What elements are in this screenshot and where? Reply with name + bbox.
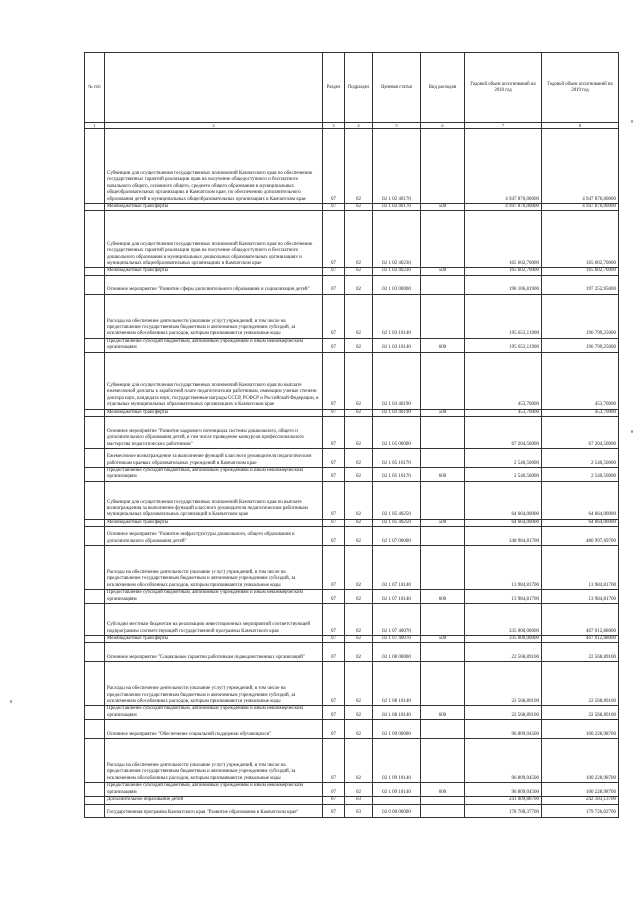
row-target-cell: 02 1 02 40230 — [373, 268, 421, 275]
row-subsection-cell: 02 — [345, 519, 373, 526]
scan-mark — [631, 120, 633, 123]
table-row — [85, 129, 619, 204]
row-2018-value: 67 204,50000 — [465, 417, 542, 449]
row-subsection-cell: 02 — [345, 604, 373, 636]
row-2019-value: 242 183,13700 — [542, 797, 619, 804]
table-row — [85, 662, 619, 706]
row-subsection-cell: 02 — [345, 527, 373, 546]
row-number-cell — [85, 294, 105, 338]
row-name-cell: Основное мероприятие "Развитие сферы дополнительного образования и социализации детей" — [105, 275, 323, 294]
row-section-cell: 07 — [323, 204, 345, 211]
row-name-cell: Субвенции для осуществления государственных полномочий Камчатского края по обеспечению государственных гарантий реализации прав на получение общедоступного и бесплатного дошкольного образования в муниципальных дошкольных образовательных организациях и муниципальных общеобразовательных организациях в Камчатском крае — [105, 211, 323, 268]
row-2019-value: 2 540,50000 — [542, 468, 619, 482]
row-expense-cell: 500 — [421, 268, 465, 275]
row-subsection-cell: 02 — [345, 449, 373, 468]
row-subsection-cell: 02 — [345, 546, 373, 590]
row-2018-value: 13 984,81700 — [465, 590, 542, 604]
row-section-cell: 07 — [323, 468, 345, 482]
row-expense-cell: 600 — [421, 783, 465, 797]
row-section-cell: 07 — [323, 481, 345, 519]
row-number-cell — [85, 706, 105, 720]
row-target-cell: 02 1 02 40230 — [373, 211, 421, 268]
header-target: Целевая статья — [373, 53, 421, 123]
row-expense-cell — [421, 797, 465, 804]
row-name-cell: Предоставление субсидий бюджетным, автономным учреждениям и иным некоммерческим организациям — [105, 783, 323, 797]
header-expense-type: Вид расходов — [421, 53, 465, 123]
row-target-cell: 02 1 03 40190 — [373, 352, 421, 409]
row-subsection-cell: 02 — [345, 338, 373, 352]
row-2018-value: 64 664,00000 — [465, 481, 542, 519]
row-name-cell: Государственная программа Камчатского края "Развитие образования в Камчатском крае" — [105, 804, 323, 817]
table-row — [85, 527, 619, 546]
table-row — [85, 268, 619, 275]
row-number-cell — [85, 481, 105, 519]
row-2018-value: 165 602,70000 — [465, 211, 542, 268]
row-subsection-cell: 02 — [345, 468, 373, 482]
row-2019-value: 4 947 876,00000 — [542, 129, 619, 204]
row-number-cell — [85, 468, 105, 482]
row-name-cell: Дополнительное образование детей — [105, 797, 323, 804]
row-subsection-cell: 02 — [345, 662, 373, 706]
row-target-cell: 02 1 07 10140 — [373, 590, 421, 604]
row-target-cell: 02 1 02 40170 — [373, 129, 421, 204]
row-target-cell: 02 1 05 40250 — [373, 481, 421, 519]
table-header-row — [85, 53, 619, 123]
row-section-cell: 07 — [323, 604, 345, 636]
row-expense-cell: 600 — [421, 706, 465, 720]
row-number-cell — [85, 519, 105, 526]
row-target-cell: 02 1 03 10140 — [373, 294, 421, 338]
row-2019-value: 165 602,70000 — [542, 268, 619, 275]
table-row — [85, 590, 619, 604]
column-number: 3 — [323, 123, 345, 129]
row-2019-value: 165 602,70000 — [542, 211, 619, 268]
row-2019-value: 64 664,00000 — [542, 519, 619, 526]
row-2018-value: 335 000,00000 — [465, 636, 542, 643]
row-target-cell: 02 1 08 10140 — [373, 706, 421, 720]
row-target-cell: 02 1 07 00000 — [373, 527, 421, 546]
row-2019-value: 100 228,98700 — [542, 783, 619, 797]
row-2019-value: 22 568,89100 — [542, 643, 619, 662]
row-2018-value: 195 653,11900 — [465, 338, 542, 352]
row-expense-cell — [421, 449, 465, 468]
row-2019-value: 2 540,50000 — [542, 449, 619, 468]
row-2018-value: 4 947 876,00000 — [465, 204, 542, 211]
row-subsection-cell: 02 — [345, 481, 373, 519]
table-row — [85, 417, 619, 449]
row-name-cell: Предоставление субсидий бюджетным, автономным учреждениям и иным некоммерческим организациям — [105, 706, 323, 720]
column-number: 7 — [465, 123, 542, 129]
row-target-cell: 02 1 09 10140 — [373, 739, 421, 783]
row-target-cell: 02 1 02 40170 — [373, 204, 421, 211]
row-name-cell: Предоставление субсидий бюджетным, автономным учреждениям и иным некоммерческим организациям — [105, 468, 323, 482]
row-section-cell: 07 — [323, 417, 345, 449]
row-number-cell — [85, 527, 105, 546]
row-expense-cell: 600 — [421, 468, 465, 482]
row-2018-value: 348 984,81700 — [465, 527, 542, 546]
table-row — [85, 804, 619, 817]
row-name-cell: Основное мероприятие "Социальные гарантии работникам подведомственных организаций" — [105, 643, 323, 662]
row-2019-value: 22 568,89100 — [542, 662, 619, 706]
row-number-cell — [85, 783, 105, 797]
scan-mark — [10, 700, 12, 703]
row-subsection-cell: 02 — [345, 720, 373, 739]
row-2019-value: 4 947 876,00000 — [542, 204, 619, 211]
row-expense-cell — [421, 527, 465, 546]
row-2019-value: 196 799,25000 — [542, 294, 619, 338]
row-2019-value: 67 204,50000 — [542, 417, 619, 449]
row-target-cell: 02 1 05 00000 — [373, 417, 421, 449]
row-number-cell — [85, 720, 105, 739]
row-target-cell: 02 1 08 00000 — [373, 643, 421, 662]
column-number: 4 — [345, 123, 373, 129]
row-2018-value: 22 568,89100 — [465, 662, 542, 706]
header-2018: Годовой объем ассигнований на 2018 год — [465, 53, 542, 123]
row-name-cell: Межбюджетные трансферты — [105, 409, 323, 416]
row-number-cell — [85, 643, 105, 662]
row-2019-value: 467 012,88000 — [542, 636, 619, 643]
row-target-cell: 02 1 05 40250 — [373, 519, 421, 526]
table-row — [85, 409, 619, 416]
row-subsection-cell: 02 — [345, 783, 373, 797]
row-section-cell: 07 — [323, 294, 345, 338]
row-name-cell: Основное мероприятие "Развитие кадрового потенциала системы дошкольного, общего и дополнительного образования детей, в том числе проведение конкурсов профессионального мастерства педагогических работников" — [105, 417, 323, 449]
row-target-cell: 02 1 09 00000 — [373, 720, 421, 739]
row-expense-cell: 500 — [421, 204, 465, 211]
row-subsection-cell: 02 — [345, 275, 373, 294]
row-expense-cell — [421, 481, 465, 519]
row-expense-cell — [421, 352, 465, 409]
budget-allocation-table — [84, 52, 619, 818]
row-2018-value: 22 568,89100 — [465, 643, 542, 662]
row-number-cell — [85, 797, 105, 804]
row-name-cell: Субвенции для осуществления государственных полномочий Камчатского края по выплате вознаграждения за выполнение функций классного руководителя педагогическим работникам муниципальных образовательных организаций в Камчатском крае — [105, 481, 323, 519]
row-name-cell: Основное мероприятие "Обеспечение социальной поддержки обучающихся" — [105, 720, 323, 739]
table-row — [85, 468, 619, 482]
row-number-cell — [85, 338, 105, 352]
row-number-cell — [85, 804, 105, 817]
row-name-cell: Субвенции для осуществления государственных полномочий Камчатского края по выплате ежемесячной доплаты к заработной плате педагогическим работникам, имеющим ученые степени доктора наук, кандидата наук, государственные награды СССР, РСФСР и Российской Федерации, в отдельных муниципальных образовательных организациях в Камчатском крае — [105, 352, 323, 409]
row-expense-cell — [421, 129, 465, 204]
table-body — [85, 129, 619, 818]
row-subsection-cell: 02 — [345, 409, 373, 416]
row-2018-value: 178 708,37700 — [465, 804, 542, 817]
row-2019-value: 22 568,89100 — [542, 706, 619, 720]
row-section-cell: 07 — [323, 783, 345, 797]
row-name-cell: Предоставление субсидий бюджетным, автономным учреждениям и иным некоммерческим организациям — [105, 590, 323, 604]
row-section-cell: 07 — [323, 720, 345, 739]
row-subsection-cell: 02 — [345, 706, 373, 720]
column-number: 8 — [542, 123, 619, 129]
header-2019: Годовой объем ассигнований на 2019 год — [542, 53, 619, 123]
row-2018-value: 165 602,70000 — [465, 268, 542, 275]
row-section-cell: 07 — [323, 211, 345, 268]
row-expense-cell — [421, 294, 465, 338]
row-2018-value: 335 000,00000 — [465, 604, 542, 636]
table-row — [85, 604, 619, 636]
row-section-cell: 07 — [323, 352, 345, 409]
row-number-cell — [85, 352, 105, 409]
column-number: 1 — [85, 123, 105, 129]
row-section-cell: 07 — [323, 409, 345, 416]
row-expense-cell: 500 — [421, 636, 465, 643]
row-expense-cell — [421, 720, 465, 739]
header-subsection: Подраздел — [345, 53, 373, 123]
table-row — [85, 338, 619, 352]
row-target-cell: 02 1 07 10140 — [373, 546, 421, 590]
table-row — [85, 481, 619, 519]
row-expense-cell — [421, 546, 465, 590]
row-subsection-cell: 02 — [345, 739, 373, 783]
row-subsection-cell: 02 — [345, 204, 373, 211]
table-row — [85, 783, 619, 797]
row-section-cell: 07 — [323, 643, 345, 662]
column-number: 6 — [421, 123, 465, 129]
table-row — [85, 294, 619, 338]
row-subsection-cell: 02 — [345, 352, 373, 409]
table-row — [85, 204, 619, 211]
table-row — [85, 211, 619, 268]
row-target-cell: 02 1 05 10170 — [373, 468, 421, 482]
row-section-cell: 07 — [323, 527, 345, 546]
row-name-cell: Субсидии местным бюджетам на реализацию инвестиционных мероприятий соответствующей подпрограммы соответствующей государственной программы Камчатского края — [105, 604, 323, 636]
row-target-cell: 02 1 07 40070 — [373, 636, 421, 643]
row-section-cell: 07 — [323, 706, 345, 720]
row-2018-value: 22 568,89100 — [465, 706, 542, 720]
row-subsection-cell: 02 — [345, 294, 373, 338]
row-subsection-cell: 03 — [345, 797, 373, 804]
row-section-cell: 07 — [323, 268, 345, 275]
row-expense-cell — [421, 804, 465, 817]
row-number-cell — [85, 449, 105, 468]
row-number-cell — [85, 129, 105, 204]
row-number-cell — [85, 211, 105, 268]
row-subsection-cell: 02 — [345, 129, 373, 204]
row-name-cell: Межбюджетные трансферты — [105, 636, 323, 643]
row-2019-value: 64 664,00000 — [542, 481, 619, 519]
row-number-cell — [85, 275, 105, 294]
header-num: № п/п — [85, 53, 105, 123]
row-2019-value: 100 228,98700 — [542, 720, 619, 739]
row-target-cell: 02 1 07 40070 — [373, 604, 421, 636]
row-2018-value: 2 540,50000 — [465, 468, 542, 482]
row-section-cell: 07 — [323, 449, 345, 468]
row-2019-value: 100 228,98700 — [542, 739, 619, 783]
row-2019-value: 13 984,81700 — [542, 546, 619, 590]
row-subsection-cell: 02 — [345, 590, 373, 604]
column-number: 5 — [373, 123, 421, 129]
row-expense-cell — [421, 739, 465, 783]
row-expense-cell — [421, 417, 465, 449]
table-row — [85, 739, 619, 783]
row-name-cell: Предоставление субсидий бюджетным, автономным учреждениям и иным некоммерческим организациям — [105, 338, 323, 352]
row-target-cell: 02 1 09 10140 — [373, 783, 421, 797]
row-number-cell — [85, 636, 105, 643]
row-expense-cell — [421, 211, 465, 268]
row-target-cell — [373, 797, 421, 804]
row-number-cell — [85, 417, 105, 449]
column-number: 2 — [105, 123, 323, 129]
scan-mark — [631, 430, 633, 433]
row-name-cell: Расходы на обеспечение деятельности (оказание услуг) учреждений, в том числе на предоставление государственным бюджетным и автономным учреждениям субсидий, за исключением обособленных расходов, которым присваиваются уникальные коды — [105, 294, 323, 338]
row-2018-value: 453,70000 — [465, 409, 542, 416]
row-number-cell — [85, 268, 105, 275]
row-section-cell: 07 — [323, 804, 345, 817]
row-number-cell — [85, 204, 105, 211]
row-number-cell — [85, 590, 105, 604]
table-row — [85, 797, 619, 804]
row-section-cell: 07 — [323, 546, 345, 590]
row-subsection-cell: 02 — [345, 211, 373, 268]
row-name-cell: Основное мероприятие "Развитие инфраструктуры дошкольного, общего образования и дополнительного образования детей" — [105, 527, 323, 546]
row-2018-value: 195 653,11900 — [465, 294, 542, 338]
row-section-cell: 07 — [323, 739, 345, 783]
row-section-cell: 07 — [323, 797, 345, 804]
row-expense-cell: 500 — [421, 409, 465, 416]
table-row — [85, 636, 619, 643]
row-number-cell — [85, 409, 105, 416]
row-expense-cell: 600 — [421, 338, 465, 352]
row-2018-value: 2 540,50000 — [465, 449, 542, 468]
row-2018-value: 241 009,88700 — [465, 797, 542, 804]
row-section-cell: 07 — [323, 519, 345, 526]
row-name-cell: Ежемесячное вознаграждение за выполнение функций классного руководителя педагогическим работникам краевых образовательных учреждений в Камчатском крае — [105, 449, 323, 468]
row-2018-value: 96 809,04500 — [465, 720, 542, 739]
table-row — [85, 352, 619, 409]
row-section-cell: 07 — [323, 275, 345, 294]
row-2019-value: 480 997,69700 — [542, 527, 619, 546]
row-2019-value: 179 726,02700 — [542, 804, 619, 817]
row-target-cell: 02 1 08 10140 — [373, 662, 421, 706]
row-target-cell: 02 1 03 40190 — [373, 409, 421, 416]
row-2019-value: 197 252,95000 — [542, 275, 619, 294]
row-name-cell: Расходы на обеспечение деятельности (оказание услуг) учреждений, в том числе на предоставление государственным бюджетным и автономным учреждениям субсидий, за исключением обособленных расходов, которым присваиваются уникальные коды — [105, 546, 323, 590]
row-section-cell: 07 — [323, 338, 345, 352]
header-name — [105, 53, 323, 123]
row-number-cell — [85, 604, 105, 636]
row-subsection-cell: 02 — [345, 636, 373, 643]
table-row — [85, 643, 619, 662]
row-name-cell: Расходы на обеспечение деятельности (оказание услуг) учреждений, в том числе на предоставление государственным бюджетным и автономным учреждениям субсидий, за исключением обособленных расходов, которым присваиваются уникальные коды — [105, 739, 323, 783]
row-name-cell: Субвенции для осуществления государственных полномочий Камчатского края по обеспечению государственных гарантий реализации прав на получение общедоступного и бесплатного начального общего, основного общего, среднего общего образования в муниципальных общеобразовательных организациях в Камчатском крае, по обеспечению дополнительного образования детей в муниципальных общеобразовательных организациях в Камчатском крае — [105, 129, 323, 204]
row-2019-value: 196 799,25000 — [542, 338, 619, 352]
row-2018-value: 13 984,81700 — [465, 546, 542, 590]
row-2018-value: 453,70000 — [465, 352, 542, 409]
row-expense-cell — [421, 643, 465, 662]
row-name-cell: Межбюджетные трансферты — [105, 204, 323, 211]
row-target-cell: 02 1 03 00000 — [373, 275, 421, 294]
row-number-cell — [85, 662, 105, 706]
row-2019-value: 467 012,88000 — [542, 604, 619, 636]
row-2018-value: 196 106,81900 — [465, 275, 542, 294]
table-row — [85, 275, 619, 294]
row-section-cell: 07 — [323, 590, 345, 604]
row-2018-value: 96 809,04500 — [465, 783, 542, 797]
row-subsection-cell: 02 — [345, 268, 373, 275]
row-subsection-cell: 02 — [345, 417, 373, 449]
row-section-cell: 07 — [323, 636, 345, 643]
row-2019-value: 453,70000 — [542, 409, 619, 416]
row-target-cell: 02 1 05 10170 — [373, 449, 421, 468]
row-expense-cell — [421, 275, 465, 294]
row-name-cell: Межбюджетные трансферты — [105, 268, 323, 275]
row-2018-value: 96 809,04500 — [465, 739, 542, 783]
row-target-cell: 02 0 00 00000 — [373, 804, 421, 817]
row-section-cell: 07 — [323, 662, 345, 706]
row-2019-value: 453,70000 — [542, 352, 619, 409]
row-name-cell: Расходы на обеспечение деятельности (оказание услуг) учреждений, в том числе на предоставление государственным бюджетным и автономным учреждениям субсидий, за исключением обособленных расходов, которым присваиваются уникальные коды — [105, 662, 323, 706]
table-row — [85, 519, 619, 526]
table-row — [85, 720, 619, 739]
row-expense-cell — [421, 662, 465, 706]
row-number-cell — [85, 546, 105, 590]
row-subsection-cell: 03 — [345, 804, 373, 817]
row-expense-cell: 600 — [421, 590, 465, 604]
row-section-cell: 07 — [323, 129, 345, 204]
row-2019-value: 13 984,81700 — [542, 590, 619, 604]
row-target-cell: 02 1 03 10140 — [373, 338, 421, 352]
table-row — [85, 706, 619, 720]
row-expense-cell: 500 — [421, 519, 465, 526]
row-2018-value: 4 947 876,00000 — [465, 129, 542, 204]
row-number-cell — [85, 739, 105, 783]
row-subsection-cell: 02 — [345, 643, 373, 662]
header-section: Раздел — [323, 53, 345, 123]
row-2018-value: 64 664,00000 — [465, 519, 542, 526]
table-row — [85, 449, 619, 468]
table-row — [85, 546, 619, 590]
row-expense-cell — [421, 604, 465, 636]
row-name-cell: Межбюджетные трансферты — [105, 519, 323, 526]
